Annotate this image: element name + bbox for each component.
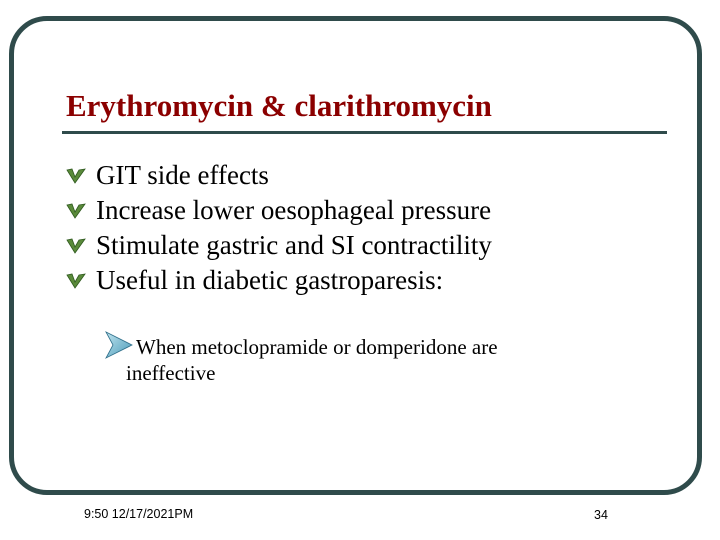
arrow-bullet-icon [104, 330, 134, 360]
slide-title: Erythromycin & clarithromycin [66, 88, 492, 123]
bullet-item [64, 193, 492, 228]
bullet-item [64, 228, 492, 263]
checkmark-bullet-icon [66, 203, 86, 219]
bullet-text: Increase lower oesophageal pressure [96, 195, 492, 225]
checkmark-bullet-icon [66, 238, 86, 254]
bullet-list [64, 158, 492, 298]
title-underline [62, 131, 667, 134]
sub-bullet-text-line2: ineffective [126, 361, 216, 385]
footer-timestamp: 9:50 12/17/2021PM [84, 507, 194, 521]
sub-bullet-text-line1: When metoclopramide or domperidone are [136, 335, 498, 359]
sub-bullet [104, 330, 624, 388]
bullet-item [64, 158, 492, 193]
bullet-text: Stimulate gastric and SI contractility [96, 230, 492, 260]
checkmark-bullet-icon [66, 168, 86, 184]
checkmark-bullet-icon [66, 273, 86, 289]
bullet-text: GIT side effects [96, 160, 269, 190]
page-number: 34 [594, 508, 608, 522]
bullet-text: Useful in diabetic gastroparesis: [96, 265, 444, 295]
bullet-item [64, 263, 492, 298]
